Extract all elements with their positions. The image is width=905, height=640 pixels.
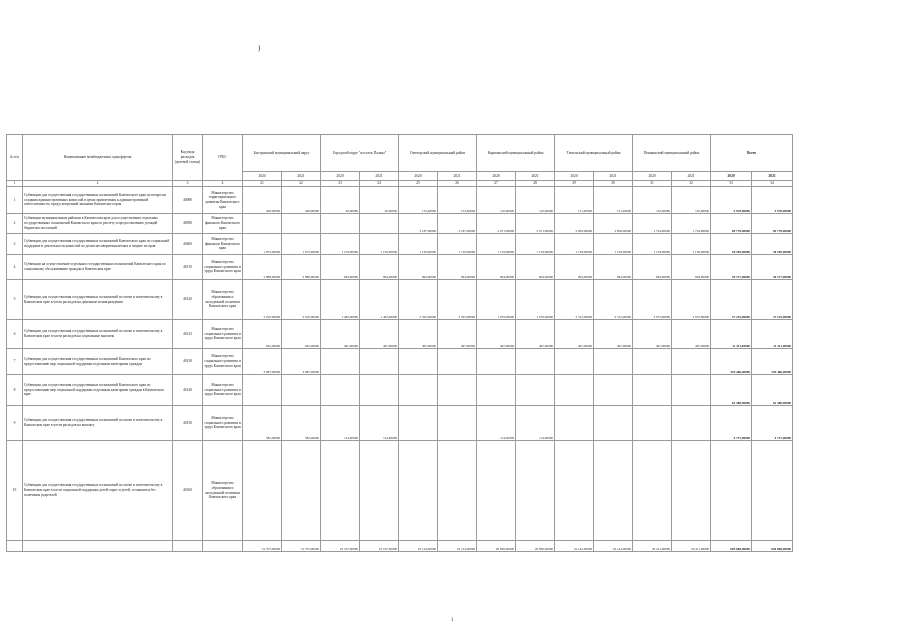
value-cell: 994,00000 bbox=[594, 255, 633, 280]
row-number: 1 bbox=[7, 187, 23, 214]
value-cell: 2 071,00000 bbox=[477, 214, 516, 234]
value-cell bbox=[555, 375, 594, 406]
total-header: Всего bbox=[711, 135, 793, 172]
row-name: Субвенции для осуществления государственных полномочий Камчатского края по предоставлению мер социальной поддержки отдельным категориям граждан в Камчатском крае bbox=[23, 375, 173, 406]
value-cell: 1 159,00000 bbox=[360, 234, 399, 255]
column-index-cell: 30 bbox=[594, 181, 633, 187]
row-name: Субвенции для осуществления государственных полномочий по опеке и попечительству в Камчатском крае в части расходов на денежные вознаграждения bbox=[23, 280, 173, 320]
value-cell bbox=[555, 349, 594, 375]
table-row bbox=[7, 234, 793, 255]
value-cell: 1 139,00000 bbox=[633, 234, 672, 255]
value-cell: 1 463,00000 bbox=[360, 280, 399, 320]
value-cell bbox=[516, 441, 555, 541]
year-cell: 2021 bbox=[438, 172, 477, 181]
value-cell: 89 778,00000 bbox=[711, 214, 752, 234]
year-cell: 2020 bbox=[477, 172, 516, 181]
column-index-cell: 25 bbox=[399, 181, 438, 187]
value-cell: 994,00000 bbox=[321, 255, 360, 280]
district-header: Городской округ "поселок Палана" bbox=[321, 135, 399, 172]
value-cell: 922,00000 bbox=[243, 320, 282, 349]
value-cell bbox=[633, 406, 672, 441]
value-cell bbox=[360, 349, 399, 375]
column-index-cell: 23 bbox=[321, 181, 360, 187]
value-cell: 1 159,00000 bbox=[321, 234, 360, 255]
value-cell: 497,00000 bbox=[594, 320, 633, 349]
row-grbs: Министерство социального развития и труда Камчатского края bbox=[203, 349, 243, 375]
value-cell bbox=[594, 406, 633, 441]
value-cell bbox=[672, 441, 711, 541]
value-cell: 2 010,00000 bbox=[282, 280, 321, 320]
value-cell: 114,00000 bbox=[321, 406, 360, 441]
row-name: Субвенции для осуществления государственных полномочий по опеке и попечительству в Камчатском крае в части расходов на выплату bbox=[23, 406, 173, 441]
value-cell: 2 312,00000 bbox=[594, 280, 633, 320]
row-name: Субвенции для осуществления государственных полномочий Камчатского края по вопросам создания административных комиссий в целях привлечения к административной ответственности, предусмотренной законами Камчатского края bbox=[23, 187, 173, 214]
value-cell: 114,00000 bbox=[516, 406, 555, 441]
totals-row bbox=[7, 541, 793, 552]
value-cell bbox=[477, 441, 516, 541]
value-cell: 1 139,00000 bbox=[399, 234, 438, 255]
col-name-header: Наименование межбюджетных трансфертов bbox=[23, 135, 173, 181]
value-cell: 2 071,00000 bbox=[516, 214, 555, 234]
value-cell: 585,00000 bbox=[243, 406, 282, 441]
table-row bbox=[7, 214, 793, 234]
value-cell: 37 219,00000 bbox=[752, 280, 793, 320]
row-number: 7 bbox=[7, 349, 23, 375]
total-spacer bbox=[203, 541, 243, 552]
value-cell: 1 724,00000 bbox=[633, 214, 672, 234]
value-cell: 151,40000 bbox=[555, 187, 594, 214]
value-cell bbox=[672, 406, 711, 441]
value-cell: 30 377,00000 bbox=[752, 255, 793, 280]
total-cell: 20 836,00000 bbox=[477, 541, 516, 552]
row-name: Субвенции для осуществления государственных полномочий Камчатского края по предоставлению мер социальной поддержки отдельным категориям граждан bbox=[23, 349, 173, 375]
value-cell: 4 737,00000 bbox=[711, 406, 752, 441]
transfers-table bbox=[6, 134, 793, 552]
total-spacer bbox=[7, 541, 23, 552]
row-number: 4 bbox=[7, 255, 23, 280]
district-header: Пенжинский муниципальный район bbox=[633, 135, 711, 172]
row-number: 2 bbox=[7, 214, 23, 234]
total-spacer bbox=[23, 541, 173, 552]
year-cell: 2020 bbox=[555, 172, 594, 181]
total-cell: 609 868,00000 bbox=[711, 541, 752, 552]
value-cell bbox=[672, 349, 711, 375]
row-code: 40090 bbox=[173, 214, 203, 234]
value-cell bbox=[360, 214, 399, 234]
value-cell: 3 987,00000 bbox=[282, 349, 321, 375]
value-cell: 110,00000 bbox=[672, 187, 711, 214]
value-cell: 2 595,00000 bbox=[399, 280, 438, 320]
column-index-cell: 22 bbox=[282, 181, 321, 187]
value-cell: 11 311,00000 bbox=[711, 320, 752, 349]
column-index-cell: 21 bbox=[243, 181, 282, 187]
value-cell: 1 159,00000 bbox=[516, 234, 555, 255]
row-code: 40110 bbox=[173, 255, 203, 280]
value-cell: 1 139,00000 bbox=[594, 234, 633, 255]
total-cell: 20 836,00000 bbox=[516, 541, 555, 552]
year-cell: 2021 bbox=[752, 172, 793, 181]
value-cell: 30 377,00000 bbox=[711, 255, 752, 280]
row-code: 40160 bbox=[173, 441, 203, 541]
table-row bbox=[7, 320, 793, 349]
value-cell: 2 010,00000 bbox=[243, 280, 282, 320]
value-cell: 585,00000 bbox=[282, 406, 321, 441]
value-cell bbox=[321, 375, 360, 406]
column-index-cell: 1 bbox=[7, 181, 23, 187]
value-cell: 2 888,00000 bbox=[282, 255, 321, 280]
value-cell bbox=[399, 441, 438, 541]
row-grbs: Министерство финансов Камчатского края bbox=[203, 214, 243, 234]
value-cell bbox=[516, 349, 555, 375]
year-cell: 2021 bbox=[594, 172, 633, 181]
value-cell bbox=[399, 406, 438, 441]
value-cell: 11 311,00000 bbox=[752, 320, 793, 349]
value-cell: 497,00000 bbox=[555, 320, 594, 349]
value-cell bbox=[594, 349, 633, 375]
value-cell bbox=[399, 349, 438, 375]
value-cell: 26,00000 bbox=[360, 187, 399, 214]
row-grbs: Министерство социального развития и труда Камчатского края bbox=[203, 320, 243, 349]
column-index-cell: 3 bbox=[173, 181, 203, 187]
value-cell bbox=[243, 441, 282, 541]
value-cell: 497,00000 bbox=[360, 320, 399, 349]
value-cell bbox=[477, 375, 516, 406]
row-number: 5 bbox=[7, 280, 23, 320]
value-cell: 3 187,00000 bbox=[438, 214, 477, 234]
value-cell bbox=[243, 214, 282, 234]
row-name: Субвенции на осуществление отдельных государственных полномочий Камчатского края по социальному обслуживанию граждан в Камчатском крае bbox=[23, 255, 173, 280]
value-cell: 37 219,00000 bbox=[711, 280, 752, 320]
col-code-header: Код вида расходов (целевой статьи) bbox=[173, 135, 203, 181]
value-cell: 2 312,00000 bbox=[555, 280, 594, 320]
value-cell: 28 309,00000 bbox=[752, 234, 793, 255]
row-grbs: Министерство социального развития и труда Камчатского края bbox=[203, 375, 243, 406]
total-cell: 20 411,00000 bbox=[633, 541, 672, 552]
row-grbs: Министерство территориального развития Камчатского края bbox=[203, 187, 243, 214]
total-cell: 22 142,00000 bbox=[594, 541, 633, 552]
value-cell: 497,00000 bbox=[672, 320, 711, 349]
value-cell: 428,00000 bbox=[282, 187, 321, 214]
value-cell: 994,00000 bbox=[516, 255, 555, 280]
value-cell: 2 595,00000 bbox=[438, 280, 477, 320]
district-header: Тигильский муниципальный район bbox=[555, 135, 633, 172]
district-header: Олюторский муниципальный район bbox=[399, 135, 477, 172]
page-mark: ) bbox=[258, 44, 261, 52]
col-grbs-header: ГРБС bbox=[203, 135, 243, 181]
row-grbs: Министерство образования и молодежной политики Камчатского края bbox=[203, 280, 243, 320]
column-index-cell: 29 bbox=[555, 181, 594, 187]
value-cell bbox=[438, 349, 477, 375]
column-index-cell: 32 bbox=[672, 181, 711, 187]
value-cell: 110,00000 bbox=[516, 187, 555, 214]
value-cell: 497,00000 bbox=[477, 320, 516, 349]
row-name: Субвенции для осуществления государственных полномочий по опеке и попечительству в Камчатском крае в части социальной поддержки детей-сирот и детей, оставшихся без попечения родителей bbox=[23, 441, 173, 541]
row-grbs: Министерство социального развития и труда Камчатского края bbox=[203, 406, 243, 441]
table-row bbox=[7, 441, 793, 541]
value-cell bbox=[555, 406, 594, 441]
total-cell: 51 375,00000 bbox=[282, 541, 321, 552]
column-index-cell: 2 bbox=[23, 181, 173, 187]
value-cell bbox=[594, 375, 633, 406]
row-code: 40150 bbox=[173, 406, 203, 441]
value-cell: 994,00000 bbox=[438, 255, 477, 280]
value-cell bbox=[282, 375, 321, 406]
value-cell: 1 159,00000 bbox=[477, 234, 516, 255]
row-number: 9 bbox=[7, 406, 23, 441]
year-cell: 2020 bbox=[633, 172, 672, 181]
row-name: Субвенции муниципальным районам в Камчатском крае для осуществления отдельных государственных полномочий Камчатского края по расчету и предоставлению дотаций бюджетам поселений bbox=[23, 214, 173, 234]
value-cell: 1 463,00000 bbox=[321, 280, 360, 320]
page-number: 1 bbox=[451, 618, 454, 623]
row-name: Субвенции для осуществления государственных полномочий по опеке и попечительству в Камчатском крае в части расходов на социальные выплаты bbox=[23, 320, 173, 349]
year-cell: 2020 bbox=[711, 172, 752, 181]
year-cell: 2020 bbox=[321, 172, 360, 181]
value-cell bbox=[282, 441, 321, 541]
row-code: 40080 bbox=[173, 187, 203, 214]
value-cell: 153,40000 bbox=[438, 187, 477, 214]
value-cell bbox=[672, 375, 711, 406]
value-cell: 994,00000 bbox=[477, 255, 516, 280]
value-cell: 1 075,00000 bbox=[243, 234, 282, 255]
value-cell: 994,00000 bbox=[360, 255, 399, 280]
value-cell: 1 139,00000 bbox=[555, 234, 594, 255]
value-cell bbox=[711, 441, 752, 541]
value-cell: 3 987,00000 bbox=[243, 349, 282, 375]
value-cell bbox=[633, 375, 672, 406]
table-row bbox=[7, 280, 793, 320]
value-cell: 2 888,00000 bbox=[243, 255, 282, 280]
year-cell: 2020 bbox=[243, 172, 282, 181]
row-number: 6 bbox=[7, 320, 23, 349]
value-cell bbox=[752, 441, 793, 541]
value-cell: 329 486,00000 bbox=[752, 349, 793, 375]
table-row bbox=[7, 406, 793, 441]
value-cell: 1 976,00000 bbox=[516, 280, 555, 320]
table-row bbox=[7, 375, 793, 406]
table-row bbox=[7, 349, 793, 375]
value-cell bbox=[555, 441, 594, 541]
total-cell: 19 167,00000 bbox=[321, 541, 360, 552]
value-cell: 994,00000 bbox=[555, 255, 594, 280]
district-header: Быстринский муниципальный округ bbox=[243, 135, 321, 172]
value-cell: 497,00000 bbox=[516, 320, 555, 349]
col-no-header: № п/п bbox=[7, 135, 23, 181]
column-index-cell: 24 bbox=[360, 181, 399, 187]
column-index-cell: 33 bbox=[711, 181, 752, 187]
value-cell: 5 978,00000 bbox=[711, 187, 752, 214]
column-index-cell: 31 bbox=[633, 181, 672, 187]
value-cell: 3 187,00000 bbox=[399, 214, 438, 234]
total-cell: 22 142,00000 bbox=[555, 541, 594, 552]
value-cell: 329 486,00000 bbox=[711, 349, 752, 375]
value-cell: 497,00000 bbox=[399, 320, 438, 349]
row-number: 8 bbox=[7, 375, 23, 406]
value-cell: 2 856,00000 bbox=[594, 214, 633, 234]
value-cell bbox=[438, 406, 477, 441]
value-cell bbox=[321, 441, 360, 541]
total-spacer bbox=[173, 541, 203, 552]
column-index-cell: 34 bbox=[752, 181, 793, 187]
value-cell bbox=[321, 349, 360, 375]
value-cell: 2 972,00000 bbox=[672, 280, 711, 320]
column-index-cell: 26 bbox=[438, 181, 477, 187]
value-cell: 110,00000 bbox=[633, 187, 672, 214]
value-cell bbox=[594, 441, 633, 541]
value-cell bbox=[282, 214, 321, 234]
total-cell: 51 375,00000 bbox=[243, 541, 282, 552]
value-cell: 497,00000 bbox=[321, 320, 360, 349]
row-code: 40130 bbox=[173, 349, 203, 375]
value-cell: 1 724,00000 bbox=[672, 214, 711, 234]
value-cell bbox=[477, 349, 516, 375]
value-cell: 62 488,00000 bbox=[752, 375, 793, 406]
value-cell: 497,00000 bbox=[633, 320, 672, 349]
value-cell bbox=[438, 441, 477, 541]
value-cell: 994,00000 bbox=[633, 255, 672, 280]
column-index-cell: 4 bbox=[203, 181, 243, 187]
value-cell: 114,00000 bbox=[360, 406, 399, 441]
value-cell bbox=[399, 375, 438, 406]
value-cell: 153,40000 bbox=[399, 187, 438, 214]
value-cell: 994,00000 bbox=[399, 255, 438, 280]
year-cell: 2021 bbox=[360, 172, 399, 181]
value-cell: 428,00000 bbox=[243, 187, 282, 214]
district-header: Карагинский муниципальный район bbox=[477, 135, 555, 172]
row-code: 40400 bbox=[173, 234, 203, 255]
value-cell: 1 075,00000 bbox=[282, 234, 321, 255]
value-cell: 2 972,00000 bbox=[633, 280, 672, 320]
value-cell: 1 139,00000 bbox=[438, 234, 477, 255]
value-cell: 497,00000 bbox=[438, 320, 477, 349]
value-cell: 62 488,00000 bbox=[711, 375, 752, 406]
total-cell: 25 124,00000 bbox=[438, 541, 477, 552]
row-name: Субвенции для осуществления государственных полномочий Камчатского края по социальной поддержке и деятельности комиссий по делам несовершеннолетних и защите их прав bbox=[23, 234, 173, 255]
column-index-cell: 28 bbox=[516, 181, 555, 187]
row-grbs: Министерство финансов Камчатского края bbox=[203, 234, 243, 255]
year-cell: 2021 bbox=[282, 172, 321, 181]
value-cell: 110,00000 bbox=[477, 187, 516, 214]
table-row bbox=[7, 187, 793, 214]
year-cell: 2021 bbox=[672, 172, 711, 181]
value-cell bbox=[360, 441, 399, 541]
total-cell: 609 868,00000 bbox=[752, 541, 793, 552]
column-index-cell: 27 bbox=[477, 181, 516, 187]
value-cell: 994,00000 bbox=[672, 255, 711, 280]
value-cell: 1 976,00000 bbox=[477, 280, 516, 320]
row-code: 40120 bbox=[173, 280, 203, 320]
total-cell: 25 124,00000 bbox=[399, 541, 438, 552]
total-cell: 19 167,00000 bbox=[360, 541, 399, 552]
value-cell: 5 978,00000 bbox=[752, 187, 793, 214]
value-cell: 2 856,00000 bbox=[555, 214, 594, 234]
value-cell bbox=[321, 214, 360, 234]
value-cell bbox=[516, 375, 555, 406]
year-cell: 2021 bbox=[516, 172, 555, 181]
value-cell: 922,00000 bbox=[282, 320, 321, 349]
value-cell: 1 139,00000 bbox=[672, 234, 711, 255]
value-cell bbox=[633, 441, 672, 541]
row-grbs: Министерство социального развития и труда Камчатского края bbox=[203, 255, 243, 280]
value-cell: 28 309,00000 bbox=[711, 234, 752, 255]
value-cell: 89 778,00000 bbox=[752, 214, 793, 234]
value-cell: 4 737,00000 bbox=[752, 406, 793, 441]
value-cell bbox=[360, 375, 399, 406]
row-code: 40140 bbox=[173, 375, 203, 406]
total-cell: 20 411,00000 bbox=[672, 541, 711, 552]
row-number: 10 bbox=[7, 441, 23, 541]
value-cell: 151,40000 bbox=[594, 187, 633, 214]
value-cell: 114,00000 bbox=[477, 406, 516, 441]
year-cell: 2020 bbox=[399, 172, 438, 181]
value-cell: 26,00000 bbox=[321, 187, 360, 214]
row-code: 40125 bbox=[173, 320, 203, 349]
row-grbs: Министерство образования и молодежной политики Камчатского края bbox=[203, 441, 243, 541]
row-number: 3 bbox=[7, 234, 23, 255]
value-cell bbox=[438, 375, 477, 406]
value-cell bbox=[633, 349, 672, 375]
value-cell bbox=[243, 375, 282, 406]
table-row bbox=[7, 255, 793, 280]
